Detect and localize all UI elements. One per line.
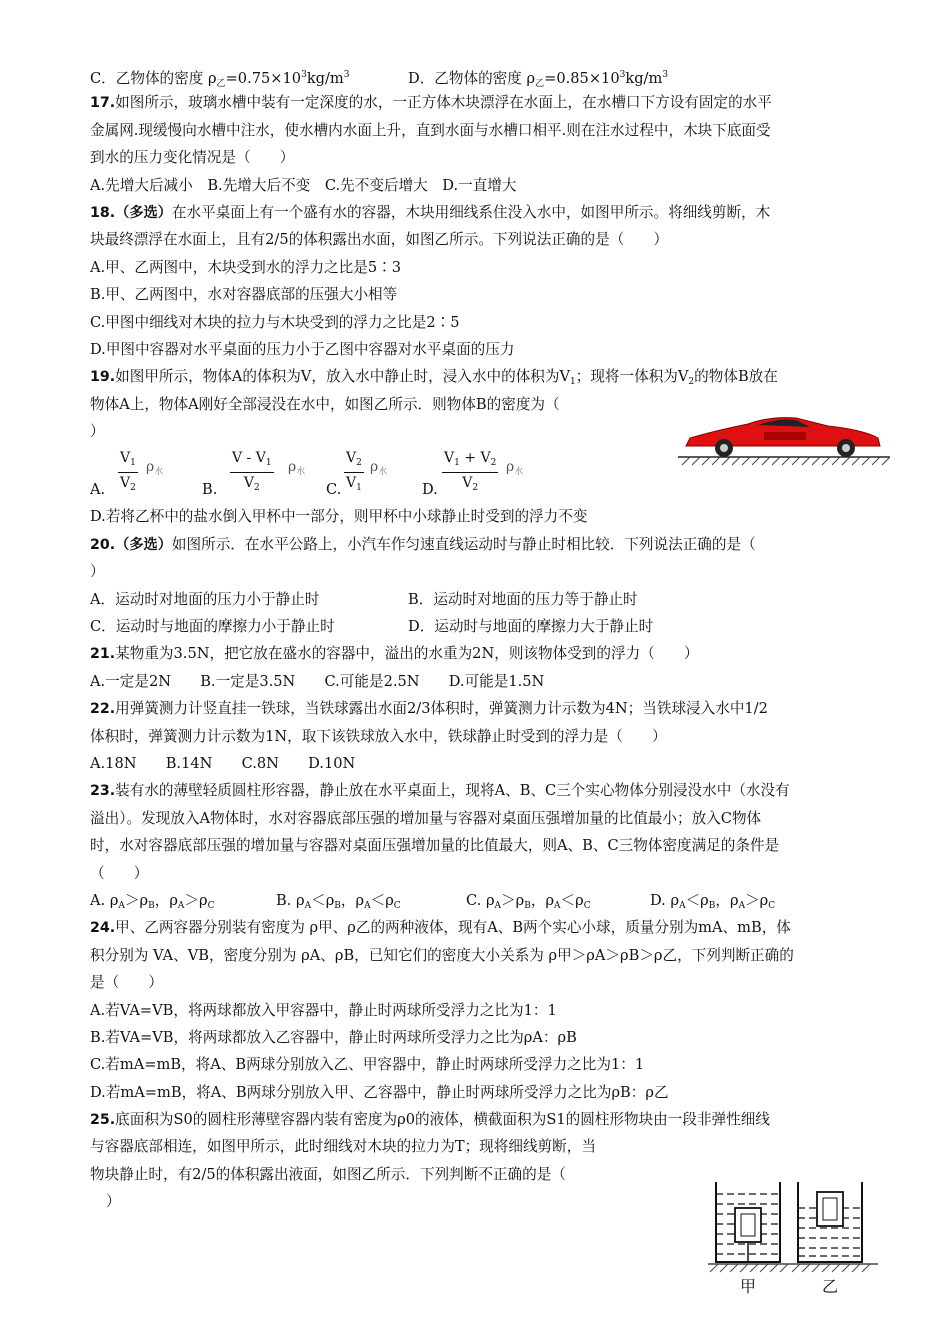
q23-option-b: B. $\rho_A<\rho_B$，$\rho_A<\rho_C$ <box>276 891 401 911</box>
q18-option-c: C.甲图中细线对木块的拉力与木块受到的浮力之比是2∶5 <box>90 313 460 331</box>
question-23 <box>90 777 890 914</box>
q19-option-b: B. $\frac{V - V_1}{V_2}$ $\rho_水$ <box>202 450 306 499</box>
q22-stem: 用弹簧测力计竖直挂一铁球，当铁球露出水面2/3体积时，弹簧测力计示数为4N；当铁球浸入水中1/2 <box>115 700 768 718</box>
q21-stem: 某物重为3.5N，把它放在盛水的容器中，溢出的水重为2N，则该物体受到的浮力（ ） <box>115 645 699 663</box>
containers-ground-hatching <box>708 1264 878 1272</box>
question-22 <box>90 695 890 777</box>
q23-number: 23. <box>90 783 116 800</box>
q19-stem-2: 物体A上，物体A刚好全部浸没在水中，如图乙所示．则物体B的密度为（ <box>90 395 560 413</box>
q23-options <box>90 887 890 914</box>
q23-option-d: D. $\rho_A<\rho_B$，$\rho_A>\rho_C$ <box>650 891 776 911</box>
q17-options: A.先增大后减小 B.先增大后不变 C.先不变后增大 D.一直增大 <box>90 176 517 194</box>
q24-option-a: A.若VA=VB，将两球都放入甲容器中，静止时两球所受浮力之比为1：1 <box>90 1001 557 1019</box>
right-block <box>817 1192 843 1226</box>
q24-stem-3: 是（ ） <box>90 974 163 992</box>
document-page <box>90 62 890 1216</box>
car-front-hub <box>720 444 728 452</box>
container-left <box>716 1182 780 1262</box>
left-block <box>735 1208 761 1242</box>
q25-stem-4: ） <box>106 1193 121 1211</box>
q23-option-c: C. $\rho_A>\rho_B$，$\rho_A<\rho_C$ <box>466 891 591 911</box>
q20-number: 20. <box>90 536 116 553</box>
container-right <box>798 1182 862 1262</box>
q25-stem: 底面积为S0的圆柱形薄壁容器内装有密度为ρ0的液体，横截面积为S1的圆柱形物块由一段非弹性细线 <box>115 1111 770 1129</box>
q18-stem: 在水平桌面上有一个盛有水的容器，木块用细线系住没入水中，如图甲所示。将细线剪断，木 <box>171 203 771 221</box>
q16-option-d: D．乙物体的密度 $\rho_乙=0.85\times 10^3kg/m^3$ <box>408 70 669 89</box>
q19-number: 19. <box>90 369 116 386</box>
question-20 <box>90 531 890 641</box>
q18-option-a: A.甲、乙两图中，木块受到水的浮力之比是5∶3 <box>90 258 402 276</box>
q24-stem: 甲、乙两容器分别装有密度为 ρ甲、ρ乙的两种液体，现有A、B两个实心小球，质量分别为mA、mB，体 <box>115 919 791 937</box>
q18-multi-tag: （多选） <box>115 204 172 221</box>
q19-stem-3: ） <box>90 423 105 441</box>
q21-options: A.一定是2N B.一定是3.5N C.可能是2.5N D.可能是1.5N <box>90 672 545 690</box>
red-car-figure <box>678 410 890 466</box>
q25-number: 25. <box>90 1112 116 1129</box>
q22-options: A.18N B.14N C.8N D.10N <box>90 754 356 772</box>
q19-option-c: C. $\frac{V_2}{V_1}$ $\rho_水$ <box>326 450 388 499</box>
q19-extra-option: D.若将乙杯中的盐水倒入甲杯中一部分，则甲杯中小球静止时受到的浮力不变 <box>90 508 588 526</box>
car-rear-hub <box>842 444 850 452</box>
car-side-vent <box>764 432 806 440</box>
q22-number: 22. <box>90 701 116 718</box>
q24-option-d: D.若mA=mB，将A、B两球分别放入甲、乙容器中，静止时两球所受浮力之比为ρB：ρ乙 <box>90 1083 669 1101</box>
ground-hatching <box>682 457 890 465</box>
q18-option-b: B.甲、乙两图中，水对容器底部的压强大小相等 <box>90 286 398 304</box>
q23-stem-4: （ ） <box>90 864 149 882</box>
q23-stem-2: 溢出）。发现放入A物体时，水对容器底部压强的增加量与容器对桌面压强增加量的比值最小；放入C物体 <box>90 809 762 827</box>
q19-stem: 如图甲所示，物体A的体积为V，放入水中静止时，浸入水中的体积为$V_1$；现将一体积为$V_2$的物体B放在 <box>115 368 778 388</box>
q20-option-d: D．运动时与地面的摩擦力大于静止时 <box>408 618 654 636</box>
q24-option-c: C.若mA=mB，将A、B两球分别放入乙、甲容器中，静止时两球所受浮力之比为1：1 <box>90 1056 645 1074</box>
q25-stem-2: 与容器底部相连，如图甲所示，此时细线对木块的拉力为T；现将细线剪断，当 <box>90 1138 596 1156</box>
q18-number: 18. <box>90 204 116 221</box>
q25-stem-3: 物块静止时，有2/5的体积露出液面，如图乙所示．下列判断不正确的是（ <box>90 1165 566 1183</box>
q22-stem-2: 体积时，弹簧测力计示数为1N，取下该铁球放入水中，铁球静止时受到的浮力是（ ） <box>90 727 667 745</box>
q24-number: 24. <box>90 920 116 937</box>
q16-option-c: C．乙物体的密度 $\rho_乙=0.75\times 10^3kg/m^3$ <box>90 70 350 89</box>
q20-option-c: C．运动时与地面的摩擦力小于静止时 <box>90 618 335 636</box>
q18-option-d: D.甲图中容器对水平桌面的压力小于乙图中容器对水平桌面的压力 <box>90 340 515 358</box>
q19-option-d: D. $\frac{V_1 + V_2}{V_2}$ $\rho_水$ <box>422 450 524 499</box>
q17-stem: 如图所示，玻璃水槽中装有一定深度的水，一正方体木块漂浮在水面上，在水槽口下方设有固定的水平 <box>115 94 772 112</box>
q20-option-a: A．运动时对地面的压力小于静止时 <box>90 590 320 608</box>
q20-option-b: B．运动时对地面的压力等于静止时 <box>408 590 638 608</box>
q17-number: 17. <box>90 95 116 112</box>
q20-multi-tag: （多选） <box>115 536 172 553</box>
q20-stem: 如图所示．在水平公路上，小汽车作匀速直线运动时与静止时相比较．下列说法正确的是（ <box>171 535 756 553</box>
q17-stem-2: 金属网.现缓慢向水槽中注水，使水槽内水面上升，直到水面与水槽口相平.则在注水过程中，木块下底面受 <box>90 121 771 139</box>
label-jia: 甲 <box>740 1277 757 1296</box>
q24-option-b: B.若VA=VB，将两球都放入乙容器中，静止时两球所受浮力之比为ρA：ρB <box>90 1028 577 1046</box>
containers-figure <box>708 1178 888 1300</box>
q24-stem-2: 积分别为 VA、VB，密度分别为 ρA、ρB，已知它们的密度大小关系为 ρ甲＞ρA＞ρB＞ρ乙，下列判断正确的 <box>90 946 794 964</box>
q18-stem-2: 块最终漂浮在水面上，且有2/5的体积露出水面，如图乙所示。下列说法正确的是（ ） <box>90 231 669 249</box>
label-yi: 乙 <box>822 1277 839 1296</box>
q23-stem: 装有水的薄壁轻质圆柱形容器，静止放在水平桌面上，现将A、B、C三个实心物体分别浸没水中（水没有 <box>115 782 790 800</box>
q21-number: 21. <box>90 646 116 663</box>
q23-option-a: A. $\rho_A>\rho_B$，$\rho_A>\rho_C$ <box>90 891 215 911</box>
question-17 <box>90 89 890 199</box>
q16-options <box>90 62 890 89</box>
q23-stem-3: 时，水对容器底部压强的增加量与容器对桌面压强增加量的比值最大，则A、B、C三物体密度满足的条件是 <box>90 837 780 855</box>
q20-stem-2: ） <box>90 563 105 581</box>
q19-option-a: A. $\frac{V_1}{V_2}$ $\rho_水$ <box>90 450 164 499</box>
question-24 <box>90 914 890 1106</box>
question-18 <box>90 199 890 363</box>
question-21 <box>90 640 890 695</box>
q17-stem-3: 到水的压力变化情况是（ ） <box>90 149 295 167</box>
